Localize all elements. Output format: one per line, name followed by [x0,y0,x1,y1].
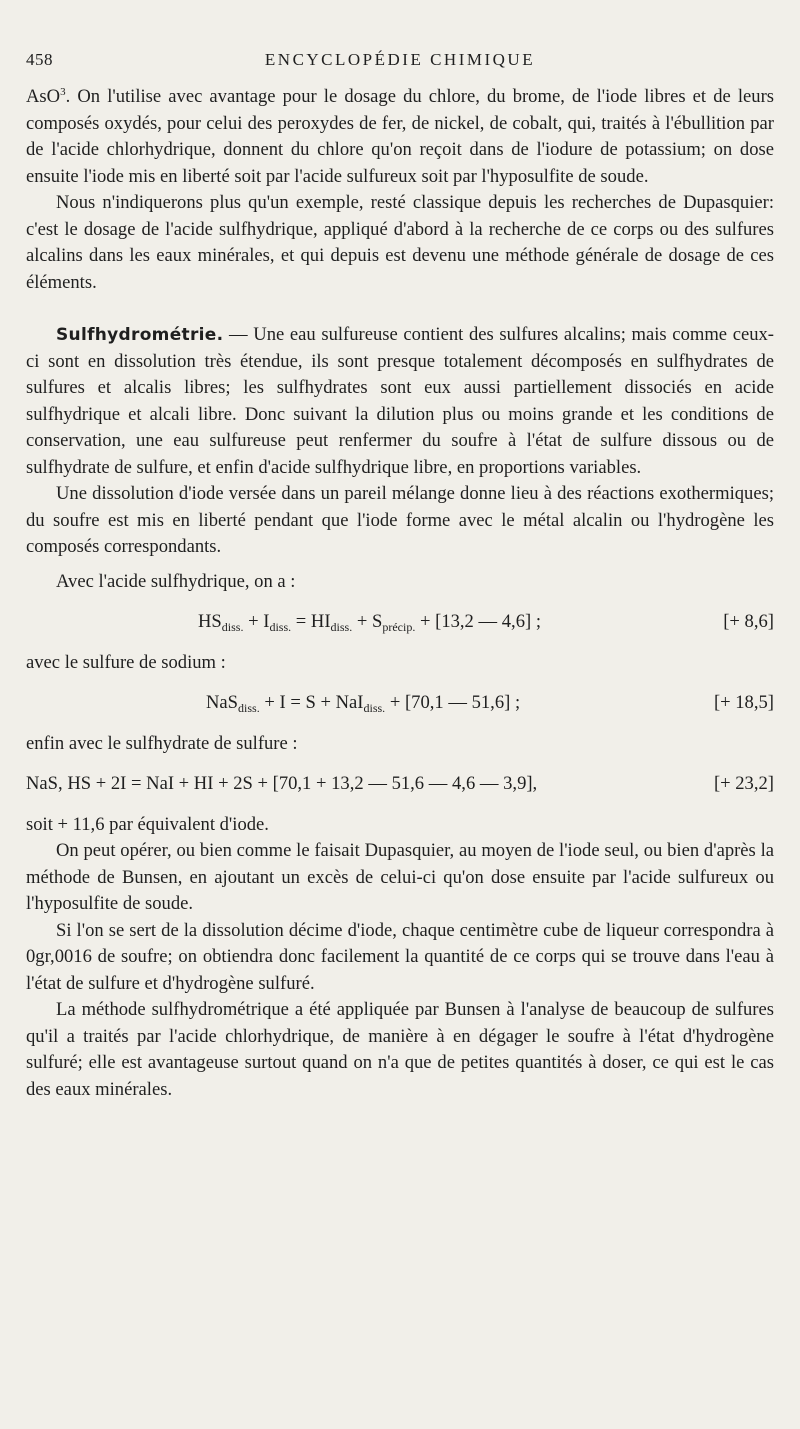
equation-label-2: avec le sulfure de sodium : [26,651,226,673]
page-number: 458 [26,50,53,69]
equation-label-3: enfin avec le sulfhydrate de sulfure : [26,732,298,754]
paragraph-8: La méthode sulfhydrométrique a été appliquée par Bunsen à l'analyse de beaucoup de sulfures qu'il a traités par l'acide chlorhydrique, de manière à en dégager le soufre à l'état d'hydrogène sulfuré; elle est avantageuse surtout quand on n'a que de petites quantités à doser, ce qui est le cas des eaux minérales. [26,999,774,1100]
equation-1-heat: [+ 8,6] [723,611,774,632]
equation-3 [26,771,774,798]
paragraph-3: Sulfhydrométrie. — Une eau sulfureuse contient des sulfures alcalins; mais comme ceux-ci sont en dissolution très étendue, ils sont presque totalement décomposés en sulfhydrates de sulfures et alcalis libres; les sulfhydrates sont eux aussi partiellement dissociés en acide sulfhydrique et alcali libre. Donc suivant la dilution plus ou moins grande et les conditions de conservation, une eau sulfureuse peut renfermer du soufre à l'état de sulfure dissous ou de sulfhydrate de sulfure, et enfin d'acide sulfhydrique libre, en proportions variables. [26,324,774,478]
equation-3-formula: NaS, HS + 2I = NaI + HI + 2S + [70,1 + 13,2 — 51,6 — 4,6 — 3,9], [26,773,538,794]
formula-aso3: AsO$^3$. [26,86,78,107]
equation-1-formula: $HS_{diss.} + I_{diss.} = HI_{diss.} + S_{précip.} + [13,2$ — 4,6] ; [198,611,541,634]
equation-2-formula: NaS$_{diss.}$ + I = S + NaI$_{diss.}$ + [70,1 — 51,6] ; [206,692,521,715]
equation-2-heat: [+ 18,5] [713,692,774,713]
section-title: Sulfhydrométrie. [56,325,224,345]
equation-1 [26,609,774,636]
paragraph-6: On peut opérer, ou bien comme le faisait Dupasquier, au moyen de l'iode seul, ou bien d'après la méthode de Bunsen, en ajoutant un excès de celui-ci qu'on dose ensuite par l'acide sulfureux ou l'hyposulfite de soude. [26,840,774,914]
paragraph-2: Nous n'indiquerons plus qu'un exemple, resté classique depuis les recherches de Dupasquier: c'est le dosage de l'acide sulfhydrique, appliqué d'abord à la recherche de ce corps ou des sulfures alcalins dans les eaux minérales, et qui depuis est devenu une méthode générale de dosage de ces éléments. [26,192,774,293]
equation-3-heat: [+ 23,2] [713,773,774,794]
equation-label-1: Avec l'acide sulfhydrique, on a : [56,570,296,592]
page-header [26,50,774,84]
page [26,50,774,1103]
paragraph-7: Si l'on se sert de la dissolution décime d'iode, chaque centimètre cube de liqueur correspondra à 0gr,0016 de soufre; on obtiendra donc facilement la quantité de ce corps qui se trouve dans l'eau à l'état de sulfure et d'hydrogène sulfuré. [26,919,774,994]
equation-2 [26,690,774,717]
paragraph-5: soit + 11,6 par équivalent d'iode. [26,813,269,835]
paragraph-1: AsO$^3$. On l'utilise avec avantage pour le dosage du chlore, du brome, de l'iode libres et de leurs composés oxydés, pour celui des peroxydes de fer, de nickel, de cobalt, qui, traités à l'ébullition par de l'acide chlorhydrique, donnent du chlore qu'on reçoit dans de l'iodure de potassium; on dose ensuite l'iode mis en liberté soit par l'acide sulfureux soit par l'hyposulfite de soude. [26,86,775,187]
paragraph-4: Une dissolution d'iode versée dans un pareil mélange donne lieu à des réactions exothermiques; du soufre est mis en liberté pendant que l'iode forme avec le métal alcalin ou l'hydrogène les composés correspondants. [26,483,774,557]
running-title: ENCYCLOPÉDIE CHIMIQUE [264,50,536,69]
